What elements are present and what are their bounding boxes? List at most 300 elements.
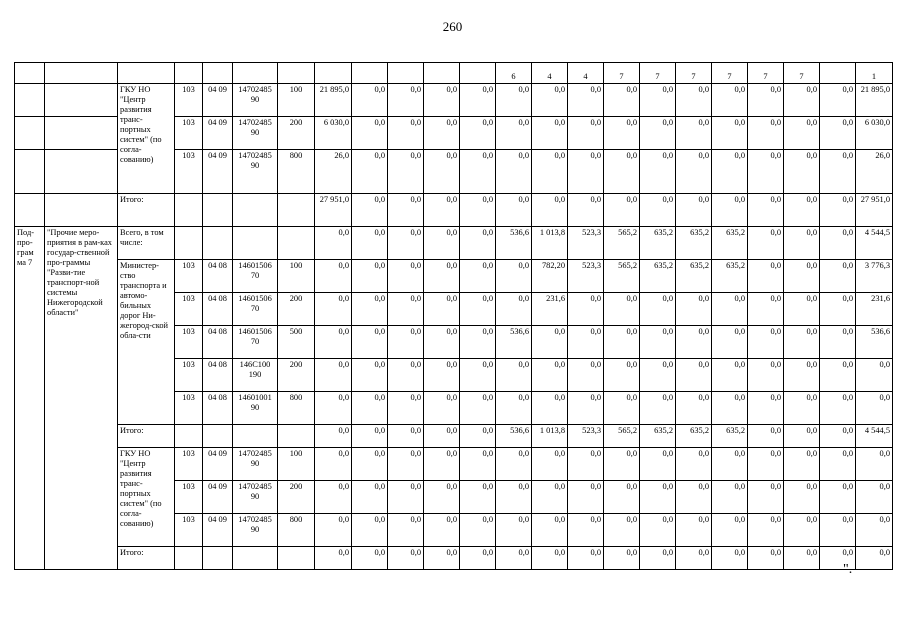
amount-cell: 0,0 [388, 326, 424, 359]
amount-cell: 0,0 [748, 293, 784, 326]
amount-cell: 0,0 [640, 150, 676, 194]
budget-code-cell [203, 425, 233, 448]
amount-cell: 0,0 [532, 514, 568, 547]
budget-code-cell: 103 [175, 150, 203, 194]
amount-cell: 0,0 [712, 293, 748, 326]
budget-code-cell [175, 547, 203, 570]
budget-code-cell: 04 09 [203, 84, 233, 117]
program-name-cell [45, 194, 118, 227]
amount-cell: 0,0 [784, 150, 820, 194]
amount-cell: 0,0 [568, 117, 604, 150]
amount-cell: 0,0 [640, 293, 676, 326]
amount-cell: 26,0 [856, 150, 893, 194]
amount-cell: 0,0 [604, 150, 640, 194]
column-number-cell [118, 63, 175, 84]
budget-code-cell: 04 08 [203, 359, 233, 392]
amount-cell: 0,0 [748, 481, 784, 514]
amount-cell: 0,0 [856, 392, 893, 425]
amount-cell: 0,0 [604, 326, 640, 359]
amount-cell: 3 776,3 [856, 260, 893, 293]
column-number-cell: 7 [604, 63, 640, 84]
amount-cell: 0,0 [748, 84, 784, 117]
amount-cell: 0,0 [352, 150, 388, 194]
amount-cell: 0,0 [604, 448, 640, 481]
amount-cell: 0,0 [496, 117, 532, 150]
amount-cell: 231,6 [856, 293, 893, 326]
column-number-cell [424, 63, 460, 84]
amount-cell: 0,0 [640, 359, 676, 392]
amount-cell: 0,0 [784, 194, 820, 227]
budget-code-cell: 14601506 70 [233, 260, 278, 293]
amount-cell: 0,0 [532, 547, 568, 570]
amount-cell: 0,0 [315, 260, 352, 293]
amount-cell: 0,0 [496, 392, 532, 425]
amount-cell: 0,0 [820, 425, 856, 448]
amount-cell: 0,0 [820, 84, 856, 117]
table-row [15, 425, 893, 448]
amount-cell: 0,0 [820, 260, 856, 293]
budget-code-cell: 04 09 [203, 481, 233, 514]
amount-cell: 0,0 [460, 326, 496, 359]
amount-cell: 0,0 [568, 392, 604, 425]
budget-code-cell: 103 [175, 260, 203, 293]
amount-cell: 0,0 [640, 514, 676, 547]
budget-code-cell: 04 08 [203, 326, 233, 359]
amount-cell: 0,0 [496, 150, 532, 194]
column-number-cell [45, 63, 118, 84]
program-name-cell: "Прочие меро-приятия в рам-ках государ-ственной про-граммы "Разви-тие транспорт-ной системы Нижегородской области" [45, 227, 118, 570]
column-number-row [15, 63, 893, 84]
amount-cell: 0,0 [460, 150, 496, 194]
amount-cell: 0,0 [568, 514, 604, 547]
amount-cell: 0,0 [784, 448, 820, 481]
amount-cell: 0,0 [496, 547, 532, 570]
amount-cell: 536,6 [496, 326, 532, 359]
amount-cell: 0,0 [784, 425, 820, 448]
amount-cell: 0,0 [460, 359, 496, 392]
amount-cell: 635,2 [640, 425, 676, 448]
budget-code-cell: 800 [278, 514, 315, 547]
amount-cell: 1 013,8 [532, 425, 568, 448]
amount-cell: 0,0 [784, 84, 820, 117]
budget-code-cell: 103 [175, 84, 203, 117]
amount-cell: 635,2 [640, 260, 676, 293]
amount-cell: 0,0 [676, 293, 712, 326]
amount-cell: 0,0 [640, 194, 676, 227]
amount-cell: 0,0 [496, 260, 532, 293]
amount-cell: 0,0 [748, 194, 784, 227]
executor-cell: Итого: [118, 425, 175, 448]
executor-cell: Итого: [118, 547, 175, 570]
amount-cell: 0,0 [352, 514, 388, 547]
amount-cell: 4 544,5 [856, 227, 893, 260]
amount-cell: 0,0 [676, 194, 712, 227]
amount-cell: 0,0 [532, 194, 568, 227]
amount-cell: 0,0 [388, 547, 424, 570]
subprogram-cell [15, 84, 45, 117]
amount-cell: 0,0 [604, 392, 640, 425]
amount-cell: 27 951,0 [856, 194, 893, 227]
amount-cell: 0,0 [532, 326, 568, 359]
amount-cell: 0,0 [460, 448, 496, 481]
amount-cell: 0,0 [460, 481, 496, 514]
executor-cell: Итого: [118, 194, 175, 227]
amount-cell: 0,0 [784, 326, 820, 359]
amount-cell: 565,2 [604, 227, 640, 260]
amount-cell: 0,0 [388, 194, 424, 227]
amount-cell: 0,0 [712, 117, 748, 150]
amount-cell: 0,0 [460, 392, 496, 425]
amount-cell: 0,0 [424, 547, 460, 570]
amount-cell: 0,0 [496, 84, 532, 117]
amount-cell: 635,2 [640, 227, 676, 260]
amount-cell: 0,0 [712, 84, 748, 117]
table-row [15, 260, 893, 293]
amount-cell: 0,0 [315, 547, 352, 570]
amount-cell: 0,0 [604, 514, 640, 547]
amount-cell: 0,0 [676, 84, 712, 117]
amount-cell: 0,0 [676, 150, 712, 194]
amount-cell: 0,0 [712, 547, 748, 570]
amount-cell: 0,0 [676, 547, 712, 570]
amount-cell: 6 030,0 [856, 117, 893, 150]
amount-cell: 0,0 [532, 359, 568, 392]
column-number-cell: 1 [856, 63, 893, 84]
budget-code-cell: 103 [175, 481, 203, 514]
amount-cell: 635,2 [676, 425, 712, 448]
amount-cell: 0,0 [460, 84, 496, 117]
budget-code-cell [278, 425, 315, 448]
amount-cell: 0,0 [352, 260, 388, 293]
amount-cell: 0,0 [496, 194, 532, 227]
amount-cell: 0,0 [604, 359, 640, 392]
budget-code-cell: 103 [175, 326, 203, 359]
budget-code-cell: 14702485 90 [233, 481, 278, 514]
amount-cell: 0,0 [676, 326, 712, 359]
amount-cell: 0,0 [532, 481, 568, 514]
amount-cell: 0,0 [856, 359, 893, 392]
table-row [15, 227, 893, 260]
amount-cell: 0,0 [568, 150, 604, 194]
subprogram-cell [15, 194, 45, 227]
budget-code-cell [233, 547, 278, 570]
amount-cell: 0,0 [820, 448, 856, 481]
amount-cell: 0,0 [712, 448, 748, 481]
budget-code-cell: 103 [175, 514, 203, 547]
amount-cell: 0,0 [568, 448, 604, 481]
amount-cell: 0,0 [748, 359, 784, 392]
amount-cell: 0,0 [820, 227, 856, 260]
amount-cell: 0,0 [496, 359, 532, 392]
amount-cell: 231,6 [532, 293, 568, 326]
amount-cell: 0,0 [820, 150, 856, 194]
amount-cell: 0,0 [532, 392, 568, 425]
amount-cell: 0,0 [712, 481, 748, 514]
budget-code-cell: 14702485 90 [233, 117, 278, 150]
table-row [15, 84, 893, 117]
amount-cell: 0,0 [748, 425, 784, 448]
amount-cell: 0,0 [748, 227, 784, 260]
budget-code-cell: 103 [175, 117, 203, 150]
amount-cell: 0,0 [748, 448, 784, 481]
amount-cell: 0,0 [712, 194, 748, 227]
amount-cell: 0,0 [424, 260, 460, 293]
amount-cell: 0,0 [460, 260, 496, 293]
amount-cell: 0,0 [820, 392, 856, 425]
amount-cell: 21 895,0 [856, 84, 893, 117]
amount-cell: 0,0 [568, 547, 604, 570]
budget-code-cell: 04 08 [203, 392, 233, 425]
program-name-cell [45, 150, 118, 194]
column-number-cell: 7 [712, 63, 748, 84]
budget-code-cell: 100 [278, 84, 315, 117]
column-number-cell: 4 [568, 63, 604, 84]
amount-cell: 0,0 [388, 481, 424, 514]
amount-cell: 0,0 [748, 117, 784, 150]
budget-code-cell: 04 08 [203, 293, 233, 326]
amount-cell: 21 895,0 [315, 84, 352, 117]
amount-cell: 523,3 [568, 260, 604, 293]
amount-cell: 0,0 [424, 448, 460, 481]
amount-cell: 0,0 [712, 150, 748, 194]
amount-cell: 0,0 [424, 359, 460, 392]
page-number: 260 [442, 19, 463, 34]
budget-code-cell: 103 [175, 392, 203, 425]
amount-cell: 0,0 [820, 293, 856, 326]
amount-cell: 536,6 [496, 425, 532, 448]
amount-cell: 0,0 [460, 293, 496, 326]
amount-cell: 0,0 [712, 514, 748, 547]
amount-cell: 0,0 [424, 326, 460, 359]
amount-cell: 0,0 [604, 84, 640, 117]
budget-code-cell [233, 227, 278, 260]
amount-cell: 0,0 [676, 481, 712, 514]
column-number-cell [820, 63, 856, 84]
budget-code-cell: 103 [175, 359, 203, 392]
budget-code-cell [203, 227, 233, 260]
amount-cell: 0,0 [856, 514, 893, 547]
amount-cell: 0,0 [748, 326, 784, 359]
amount-cell: 0,0 [676, 117, 712, 150]
amount-cell: 0,0 [424, 117, 460, 150]
amount-cell: 0,0 [352, 481, 388, 514]
executor-cell: ГКУ НО "Центр развития транс-портных систем" (по согла-сованию) [118, 84, 175, 194]
amount-cell: 27 951,0 [315, 194, 352, 227]
amount-cell: 0,0 [784, 227, 820, 260]
budget-code-cell: 14702485 90 [233, 150, 278, 194]
amount-cell: 0,0 [568, 194, 604, 227]
amount-cell: 0,0 [676, 359, 712, 392]
subprogram-cell [15, 117, 45, 150]
amount-cell: 0,0 [640, 392, 676, 425]
budget-code-cell: 500 [278, 326, 315, 359]
amount-cell: 0,0 [352, 425, 388, 448]
budget-code-cell: 103 [175, 293, 203, 326]
amount-cell: 0,0 [496, 293, 532, 326]
budget-code-cell: 100 [278, 260, 315, 293]
column-number-cell: 4 [532, 63, 568, 84]
amount-cell: 0,0 [784, 547, 820, 570]
column-number-cell [15, 63, 45, 84]
amount-cell: 0,0 [820, 117, 856, 150]
amount-cell: 0,0 [640, 448, 676, 481]
amount-cell: 782,20 [532, 260, 568, 293]
amount-cell: 0,0 [352, 359, 388, 392]
column-number-cell: 7 [784, 63, 820, 84]
subprogram-cell: Под-про-грам ма 7 [15, 227, 45, 570]
amount-cell: 0,0 [315, 293, 352, 326]
amount-cell: 0,0 [424, 425, 460, 448]
amount-cell: 1 013,8 [532, 227, 568, 260]
amount-cell: 0,0 [640, 326, 676, 359]
budget-code-cell [203, 194, 233, 227]
amount-cell: 0,0 [352, 293, 388, 326]
budget-code-cell: 04 09 [203, 514, 233, 547]
amount-cell: 523,3 [568, 227, 604, 260]
amount-cell: 0,0 [820, 194, 856, 227]
amount-cell: 0,0 [676, 448, 712, 481]
amount-cell: 635,2 [712, 260, 748, 293]
budget-code-cell [175, 194, 203, 227]
budget-code-cell: 14601506 70 [233, 326, 278, 359]
budget-code-cell: 04 09 [203, 117, 233, 150]
amount-cell: 0,0 [676, 392, 712, 425]
subprogram-cell [15, 150, 45, 194]
budget-code-cell: 200 [278, 481, 315, 514]
amount-cell: 635,2 [712, 425, 748, 448]
amount-cell: 0,0 [640, 84, 676, 117]
amount-cell: 0,0 [315, 359, 352, 392]
column-number-cell [203, 63, 233, 84]
amount-cell: 0,0 [424, 84, 460, 117]
amount-cell: 0,0 [748, 392, 784, 425]
amount-cell: 0,0 [748, 547, 784, 570]
column-number-cell [278, 63, 315, 84]
amount-cell: 0,0 [388, 84, 424, 117]
amount-cell: 0,0 [388, 260, 424, 293]
closing-quote-mark: ". [843, 562, 853, 577]
amount-cell: 0,0 [568, 481, 604, 514]
amount-cell: 0,0 [424, 392, 460, 425]
amount-cell: 26,0 [315, 150, 352, 194]
amount-cell: 0,0 [856, 448, 893, 481]
amount-cell: 0,0 [315, 227, 352, 260]
amount-cell: 0,0 [388, 448, 424, 481]
budget-code-cell: 200 [278, 117, 315, 150]
program-name-cell [45, 117, 118, 150]
table-row [15, 194, 893, 227]
budget-code-cell [278, 547, 315, 570]
table-row [15, 547, 893, 570]
amount-cell: 0,0 [784, 392, 820, 425]
amount-cell: 0,0 [352, 84, 388, 117]
amount-cell: 0,0 [388, 359, 424, 392]
budget-code-cell [278, 194, 315, 227]
amount-cell: 0,0 [496, 481, 532, 514]
amount-cell: 536,6 [496, 227, 532, 260]
budget-code-cell [203, 547, 233, 570]
amount-cell: 0,0 [352, 448, 388, 481]
amount-cell: 0,0 [352, 547, 388, 570]
table-body [15, 63, 893, 570]
budget-code-cell: 100 [278, 448, 315, 481]
amount-cell: 0,0 [315, 448, 352, 481]
amount-cell: 0,0 [640, 547, 676, 570]
amount-cell: 0,0 [460, 547, 496, 570]
amount-cell: 0,0 [820, 359, 856, 392]
amount-cell: 0,0 [388, 117, 424, 150]
amount-cell: 0,0 [424, 481, 460, 514]
amount-cell: 0,0 [784, 514, 820, 547]
amount-cell: 0,0 [748, 514, 784, 547]
budget-code-cell: 04 08 [203, 260, 233, 293]
budget-code-cell [175, 227, 203, 260]
budget-code-cell: 800 [278, 392, 315, 425]
amount-cell: 0,0 [496, 448, 532, 481]
amount-cell: 0,0 [568, 359, 604, 392]
budget-code-cell: 103 [175, 448, 203, 481]
executor-cell: Министер-ство транспорта и автомо-бильных дорог Ни-жегород-ской обла-сти [118, 260, 175, 425]
budget-code-cell: 146С100 190 [233, 359, 278, 392]
amount-cell: 0,0 [784, 359, 820, 392]
program-name-cell [45, 84, 118, 117]
budget-code-cell [233, 425, 278, 448]
amount-cell: 0,0 [820, 326, 856, 359]
column-number-cell: 6 [496, 63, 532, 84]
amount-cell: 536,6 [856, 326, 893, 359]
amount-cell: 4 544,5 [856, 425, 893, 448]
amount-cell: 565,2 [604, 425, 640, 448]
amount-cell: 523,3 [568, 425, 604, 448]
amount-cell: 0,0 [532, 448, 568, 481]
amount-cell: 0,0 [784, 481, 820, 514]
amount-cell: 0,0 [604, 194, 640, 227]
amount-cell: 635,2 [676, 227, 712, 260]
amount-cell: 0,0 [640, 481, 676, 514]
column-number-cell [388, 63, 424, 84]
amount-cell: 0,0 [388, 425, 424, 448]
budget-code-cell: 800 [278, 150, 315, 194]
amount-cell: 0,0 [352, 392, 388, 425]
amount-cell: 0,0 [856, 547, 893, 570]
amount-cell: 0,0 [604, 547, 640, 570]
budget-code-cell [233, 194, 278, 227]
budget-code-cell: 14702485 90 [233, 448, 278, 481]
budget-code-cell: 200 [278, 293, 315, 326]
table-row [15, 448, 893, 481]
amount-cell: 0,0 [388, 150, 424, 194]
amount-cell: 565,2 [604, 260, 640, 293]
executor-cell: ГКУ НО "Центр развития транс-портных систем" (по согла-сованию) [118, 448, 175, 547]
amount-cell: 635,2 [676, 260, 712, 293]
amount-cell: 0,0 [532, 117, 568, 150]
budget-code-cell: 14702485 90 [233, 84, 278, 117]
amount-cell: 0,0 [820, 481, 856, 514]
amount-cell: 0,0 [676, 514, 712, 547]
amount-cell: 0,0 [640, 117, 676, 150]
budget-code-cell [278, 227, 315, 260]
amount-cell: 0,0 [532, 150, 568, 194]
amount-cell: 0,0 [856, 481, 893, 514]
column-number-cell: 7 [748, 63, 784, 84]
amount-cell: 0,0 [712, 392, 748, 425]
budget-code-cell: 04 09 [203, 150, 233, 194]
amount-cell: 0,0 [784, 293, 820, 326]
amount-cell: 0,0 [424, 194, 460, 227]
amount-cell: 0,0 [820, 514, 856, 547]
amount-cell: 0,0 [820, 547, 856, 570]
column-number-cell: 7 [676, 63, 712, 84]
